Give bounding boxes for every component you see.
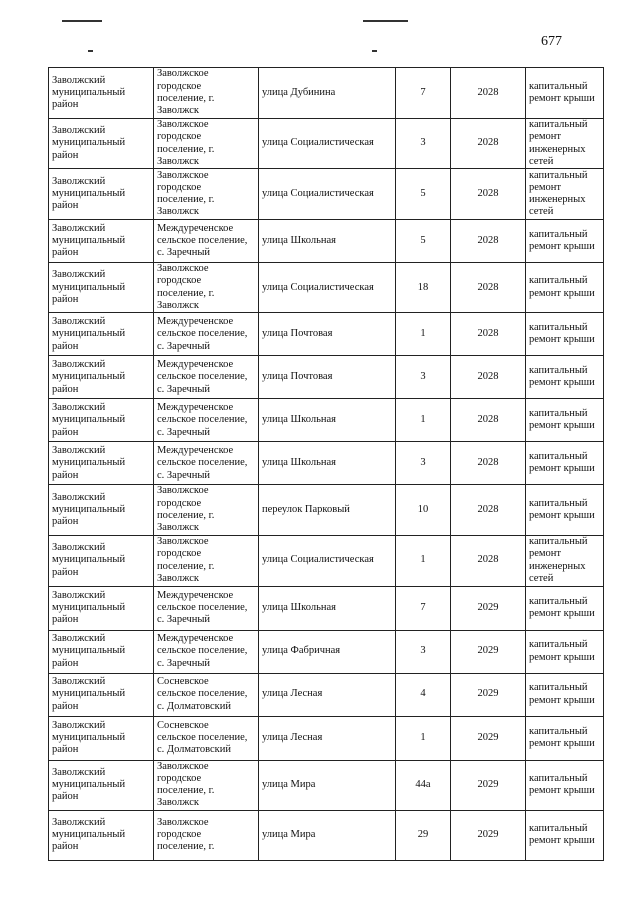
cell-year: 2029	[451, 673, 526, 716]
cell-work: капитальный ремонт крыши	[526, 586, 604, 630]
cell-district: Заволжский муниципальный район	[49, 535, 154, 586]
cell-street: улица Школьная	[259, 220, 396, 263]
table-row	[49, 760, 604, 810]
cell-settlement: Междуреченское сельское поселение, с. Заречный	[154, 630, 259, 673]
cell-district: Заволжский муниципальный район	[49, 263, 154, 313]
cell-house: 3	[396, 442, 451, 485]
cell-year: 2028	[451, 535, 526, 586]
cell-work: капитальный ремонт крыши	[526, 263, 604, 313]
table-row	[49, 673, 604, 716]
cell-street: улица Мира	[259, 810, 396, 860]
cell-house: 4	[396, 673, 451, 716]
cell-work: капитальный ремонт крыши	[526, 760, 604, 810]
cell-street: улица Дубинина	[259, 68, 396, 119]
cell-settlement: Сосневское сельское поселение, с. Долматовский	[154, 716, 259, 760]
cell-district: Заволжский муниципальный район	[49, 313, 154, 356]
cell-house: 29	[396, 810, 451, 860]
table-row	[49, 220, 604, 263]
table-row	[49, 399, 604, 442]
cell-street: улица Социалистическая	[259, 263, 396, 313]
table-row	[49, 356, 604, 399]
cell-work: капитальный ремонт инженерных сетей	[526, 535, 604, 586]
cell-street: улица Лесная	[259, 716, 396, 760]
cell-year: 2028	[451, 313, 526, 356]
cell-settlement: Междуреченское сельское поселение, с. Заречный	[154, 356, 259, 399]
table-row	[49, 810, 604, 860]
table-row	[49, 716, 604, 760]
cell-district: Заволжский муниципальный район	[49, 442, 154, 485]
cell-settlement: Заволжское городское поселение, г. Заволжск	[154, 119, 259, 169]
cell-work: капитальный ремонт крыши	[526, 673, 604, 716]
cell-work: капитальный ремонт крыши	[526, 442, 604, 485]
cell-settlement: Сосневское сельское поселение, с. Долматовский	[154, 673, 259, 716]
table-row	[49, 263, 604, 313]
cell-district: Заволжский муниципальный район	[49, 810, 154, 860]
cell-house: 18	[396, 263, 451, 313]
cell-district: Заволжский муниципальный район	[49, 716, 154, 760]
table-row	[49, 485, 604, 535]
cell-work: капитальный ремонт крыши	[526, 356, 604, 399]
cell-street: улица Школьная	[259, 586, 396, 630]
scan-artifact	[372, 50, 377, 52]
cell-street: улица Школьная	[259, 399, 396, 442]
cell-street: улица Социалистическая	[259, 119, 396, 169]
cell-year: 2028	[451, 442, 526, 485]
cell-work: капитальный ремонт инженерных сетей	[526, 169, 604, 220]
cell-settlement: Заволжское городское поселение, г. Заволжск	[154, 263, 259, 313]
cell-year: 2029	[451, 630, 526, 673]
cell-year: 2029	[451, 760, 526, 810]
table-row	[49, 313, 604, 356]
cell-district: Заволжский муниципальный район	[49, 220, 154, 263]
cell-work: капитальный ремонт крыши	[526, 716, 604, 760]
cell-street: улица Школьная	[259, 442, 396, 485]
cell-year: 2028	[451, 485, 526, 535]
cell-work: капитальный ремонт инженерных сетей	[526, 119, 604, 169]
cell-settlement: Междуреченское сельское поселение, с. Заречный	[154, 220, 259, 263]
cell-street: улица Почтовая	[259, 356, 396, 399]
cell-year: 2029	[451, 810, 526, 860]
cell-district: Заволжский муниципальный район	[49, 586, 154, 630]
cell-year: 2029	[451, 716, 526, 760]
cell-district: Заволжский муниципальный район	[49, 485, 154, 535]
cell-year: 2028	[451, 68, 526, 119]
cell-year: 2028	[451, 119, 526, 169]
cell-district: Заволжский муниципальный район	[49, 760, 154, 810]
cell-settlement: Междуреченское сельское поселение, с. Заречный	[154, 586, 259, 630]
cell-house: 7	[396, 68, 451, 119]
cell-settlement: Междуреченское сельское поселение, с. Заречный	[154, 313, 259, 356]
cell-settlement: Заволжское городское поселение, г. Заволжск	[154, 485, 259, 535]
cell-year: 2028	[451, 399, 526, 442]
cell-street: улица Фабричная	[259, 630, 396, 673]
cell-house: 44а	[396, 760, 451, 810]
scan-artifact	[363, 20, 408, 22]
cell-house: 10	[396, 485, 451, 535]
cell-work: капитальный ремонт крыши	[526, 485, 604, 535]
cell-house: 1	[396, 716, 451, 760]
repair-schedule-table	[48, 67, 604, 861]
table-row	[49, 169, 604, 220]
cell-street: улица Мира	[259, 760, 396, 810]
cell-work: капитальный ремонт крыши	[526, 399, 604, 442]
scan-artifact	[62, 20, 102, 22]
cell-year: 2028	[451, 356, 526, 399]
cell-house: 7	[396, 586, 451, 630]
cell-district: Заволжский муниципальный район	[49, 630, 154, 673]
cell-settlement: Заволжское городское поселение, г. Заволжск	[154, 535, 259, 586]
cell-district: Заволжский муниципальный район	[49, 119, 154, 169]
cell-year: 2028	[451, 220, 526, 263]
cell-settlement: Заволжское городское поселение, г.	[154, 810, 259, 860]
cell-year: 2029	[451, 586, 526, 630]
cell-settlement: Заволжское городское поселение, г. Заволжск	[154, 68, 259, 119]
cell-work: капитальный ремонт крыши	[526, 810, 604, 860]
cell-work: капитальный ремонт крыши	[526, 630, 604, 673]
cell-street: улица Почтовая	[259, 313, 396, 356]
cell-year: 2028	[451, 169, 526, 220]
cell-house: 5	[396, 169, 451, 220]
cell-district: Заволжский муниципальный район	[49, 673, 154, 716]
table-row	[49, 68, 604, 119]
cell-house: 1	[396, 399, 451, 442]
cell-settlement: Междуреченское сельское поселение, с. Заречный	[154, 442, 259, 485]
cell-house: 3	[396, 356, 451, 399]
cell-district: Заволжский муниципальный район	[49, 399, 154, 442]
table-row	[49, 630, 604, 673]
cell-district: Заволжский муниципальный район	[49, 356, 154, 399]
cell-street: улица Социалистическая	[259, 535, 396, 586]
table-row	[49, 442, 604, 485]
cell-year: 2028	[451, 263, 526, 313]
table-row	[49, 586, 604, 630]
cell-work: капитальный ремонт крыши	[526, 68, 604, 119]
cell-house: 1	[396, 313, 451, 356]
table-row	[49, 119, 604, 169]
cell-street: улица Социалистическая	[259, 169, 396, 220]
cell-house: 3	[396, 630, 451, 673]
cell-house: 1	[396, 535, 451, 586]
cell-street: переулок Парковый	[259, 485, 396, 535]
cell-settlement: Междуреченское сельское поселение, с. Заречный	[154, 399, 259, 442]
table-row	[49, 535, 604, 586]
cell-street: улица Лесная	[259, 673, 396, 716]
cell-settlement: Заволжское городское поселение, г. Заволжск	[154, 169, 259, 220]
cell-work: капитальный ремонт крыши	[526, 313, 604, 356]
cell-work: капитальный ремонт крыши	[526, 220, 604, 263]
cell-house: 3	[396, 119, 451, 169]
scan-artifact	[88, 50, 93, 52]
page-number: 677	[541, 34, 562, 49]
cell-district: Заволжский муниципальный район	[49, 169, 154, 220]
cell-settlement: Заволжское городское поселение, г. Заволжск	[154, 760, 259, 810]
cell-house: 5	[396, 220, 451, 263]
cell-district: Заволжский муниципальный район	[49, 68, 154, 119]
